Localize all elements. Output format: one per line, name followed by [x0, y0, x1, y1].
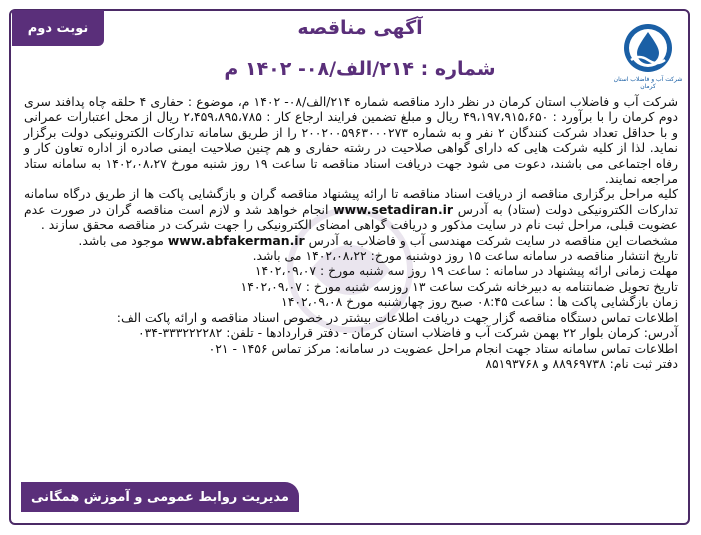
procedure-paragraph: [24, 186, 678, 232]
contact-heading: اطلاعات تماس دستگاه مناقصه گزار جهت دریافت اطلاعات بیشتر در خصوص اسناد مناقصه و ارائه پاکت الف:: [116, 309, 678, 325]
announcement-body: [24, 94, 678, 371]
tender-number: شماره : ۲۱۴/الف/۰۸- ۱۴۰۲ م: [224, 58, 496, 80]
website-text: مشخصات این مناقصه در سایت شرکت مهندسی آب و فاضلاب به آدرس: [308, 232, 678, 248]
setadiran-link[interactable]: www.setadiran.ir: [333, 201, 454, 217]
header: [10, 10, 691, 95]
opening-time: زمان بازگشایی پاکت ها : ساعت ۰۸:۴۵ صبح روز چهارشنبه مورخ ۱۴۰۲،۰۹،۰۸: [281, 294, 678, 310]
page-title: آگهی مناقصه: [297, 17, 423, 39]
publish-date: تاریخ انتشار مناقصه در سامانه ساعت ۱۵ روز دوشنبه مورخ: ۱۴۰۲،۰۸،۲۲ می باشد.: [252, 248, 678, 264]
contact-address: آدرس: کرمان بلوار ۲۲ بهمن شرکت آب و فاضلاب استان کرمان - دفتر قراردادها - تلفن: ۳۳۳۲۲۲۲۸۲-۰۳۴: [137, 325, 678, 341]
guarantee-delivery-date: تاریخ تحویل ضمانتنامه به دبیرخانه شرکت ساعت ۱۳ روزسه شنبه مورخ : ۱۴۰۲،۰۹،۰۷: [240, 278, 678, 294]
intro-paragraph: شرکت آب و فاضلاب استان کرمان در نظر دارد مناقصه شماره ۲۱۴/الف/۰۸- ۱۴۰۲ م، موضوع : حفاری ۴ حلقه چاه پدافند سری دوم کرمان را با برآورد : ۴۹،۱۹۷،۹۱۵،۶۵۰ ریال و مبلغ تضمین فرایند ارجاع کار : ۲،۴۵۹،۸۹۵،۷۸۵ ریال از محل اعتبارات عمرانی و با حداقل تعداد شرکت کنندگان ۲ نفر و به شماره ۲۰۰۲۰۰۵۹۶۳۰۰۰۲۷۳ را از طریق سامانه تدارکات الکترونیکی دولت برگزار نماید. لذا از کلیه شرکت هایی که دارای گواهی صلاحیت در رشته حفاری و هم چنین صلاحیت ایمنی صادره از اداره تعاون کار و رفاه اجتماعی می باشند، دعوت می شود جهت دریافت اسناد مناقصه تا ساعت ۱۹ روز شنبه مورخ ۱۴۰۲،۰۸،۲۷ به سامانه ستاد مراجعه نمایند.: [24, 94, 679, 187]
setad-contact: اطلاعات تماس سامانه ستاد جهت انجام مراحل عضویت در سامانه: مرکز تماس ۱۴۵۶ - ۰۲۱: [208, 340, 678, 356]
procedure-text-end: انجام خواهد شد و لازم است مناقصه گران در صورت عدم عضویت قبلی، مراحل ثبت نام در سایت مذکور و دریافت گواهی امضای الکترونیکی را جهت شرکت در مناقصه محقق سازند .: [24, 201, 678, 233]
website-text-end: موجود می باشد.: [78, 232, 164, 248]
website-paragraph: [24, 233, 678, 248]
procedure-text: کلیه مراحل برگزاری مناقصه از دریافت اسناد مناقصه تا ارائه پیشنهاد مناقصه گران و بازگشایی پاکت ها از طریق درگاه سامانه تدارکات الکترونیکی دولت (ستاد) به آدرس: [24, 186, 678, 217]
abfakerman-link[interactable]: www.abfakerman.ir: [167, 232, 305, 248]
round-badge: نوبت دوم: [12, 10, 104, 46]
footer-banner: مدیریت روابط عمومی و آموزش همگانی: [21, 482, 299, 512]
logo-caption: شرکت آب و فاضلاب استان کرمان: [613, 76, 683, 90]
registration-office: دفتر ثبت نام: ۸۸۹۶۹۷۳۸ و ۸۵۱۹۳۷۶۸: [485, 355, 678, 371]
submission-deadline: مهلت زمانی ارائه پیشنهاد در سامانه : ساعت ۱۹ روز سه شنبه مورخ : ۱۴۰۲،۰۹،۰۷: [254, 263, 678, 279]
